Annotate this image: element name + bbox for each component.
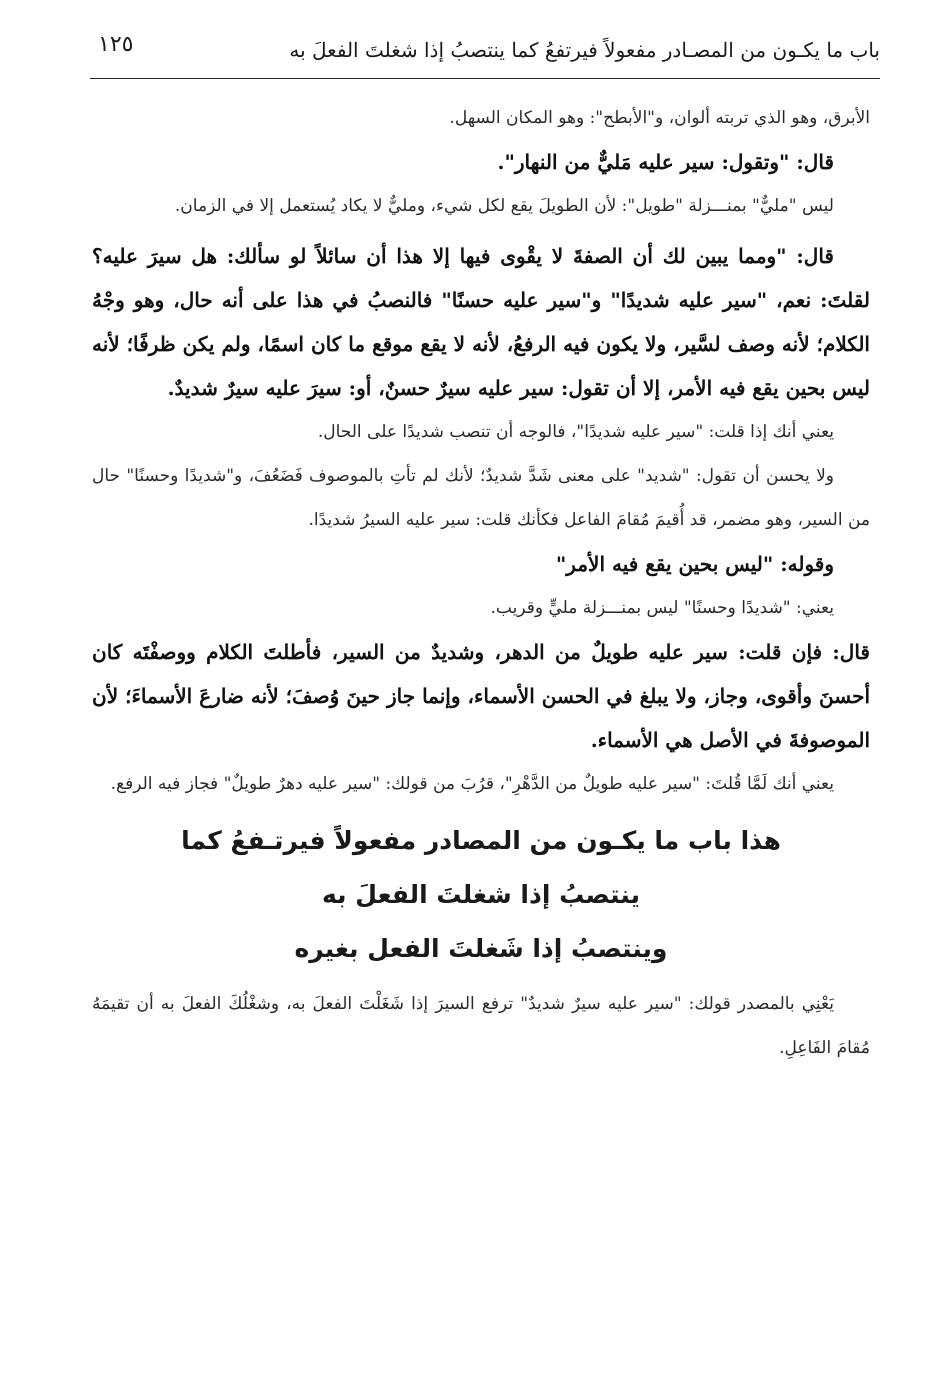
page-body [92, 96, 870, 1070]
chapter-heading-line: ينتصبُ إذا شغلتَ الفعلَ به [322, 880, 640, 909]
paragraph: وقوله: "ليس بحين يقع فيه الأمر" [555, 552, 834, 576]
paragraph: يعني أنك لَمَّا قُلتَ: "سير عليه طويلٌ من الدَّهْرِ"، قرُبَ من قولك: "سير عليه دهرٌ طويلٌ" فجاز فيه الرفع. [110, 774, 834, 794]
running-header [90, 30, 880, 79]
paragraph: يعني: "شديدًا وحسنًا" ليس بمنـــزلة مليٍّ وقريب. [490, 598, 834, 618]
header-title: باب ما يكـون من المصـادر مفعولاً فيرتفعُ كما ينتصبُ إذا شغلتَ الفعلَ به [289, 38, 880, 62]
paragraph: ليس "مليٌّ" بمنـــزلة "طويل": لأن الطويلَ يقع لكل شيء، ومليٌّ لا يكاد يُستعمل إلا في الزمان. [174, 196, 834, 216]
paragraph: يعني أنك إذا قلت: "سير عليه شديدًا"، فالوجه أن تنصب شديدًا على الحال. [317, 422, 834, 442]
paragraph: يَعْنِي بالمصدر قولك: "سير عليه سيرٌ شديدٌ" ترفع السيرَ إذا شَغَلْتَ الفعلَ به، وشغْلُكَ الفعلَ به أن تقيمَهُ مُقامَ الفَاعِلِ. [92, 994, 870, 1058]
paragraph: قال: فإن قلت: سير عليه طويلٌ من الدهر، وشديدٌ من السير، فأطلتَ الكلام ووصفْتَه كان أحسنَ وأقوى، وجاز، ولا يبلغ في الحسن الأسماء، وإنما جاز حينَ وُصفَ؛ لأنه ضارعَ الأسماءَ؛ لأن الموصوفةَ في الأصل هي الأسماء. [92, 640, 870, 752]
page-number: ١٢٥ [98, 32, 134, 57]
chapter-heading-line: هذا باب ما يكـون من المصادر مفعولاً فيرتـفعُ كما [181, 826, 781, 855]
paragraph: قال: "ومما يبين لك أن الصفةَ لا يقْوى فيها إلا هذا أن سائلاً لو سألك: هل سيرَ عليه؟ لقلتَ: نعم، "سير عليه شديدًا" و"سير عليه حسنًا" فالنصبُ في هذا على أنه حال، وهو وجْهُ الكلام؛ لأنه وصف لسَّير، ولا يكون فيه الرفعُ، لأنه لا يقع موقع ما كان اسمًا، ولم يكن ظرفًا؛ لأنه ليس بحين يقع فيه الأمر، إلا أن تقول: سير عليه سيرٌ حسنٌ، أو: سيرَ عليه سيرٌ شديدٌ. [92, 244, 870, 400]
paragraph: الأبرق، وهو الذي تربته ألوان، و"الأبطح": وهو المكان السهل. [449, 108, 870, 128]
chapter-heading [92, 814, 870, 976]
chapter-heading-line: وينتصبُ إذا شَغلتَ الفعل بغيره [294, 934, 668, 963]
paragraph: ولا يحسن أن تقول: "شديد" على معنى شَدَّ شديدٌ؛ لأنك لم تأتِ بالموصوف فَضَعُفَ، و"شديدًا وحسنًا" حال من السير، وهو مضمر، قد أُقيمَ مُقامَ الفاعل فكأنك قلت: سير عليه السيرُ شديدًا. [92, 466, 870, 530]
paragraph: قال: "وتقول: سير عليه مَليٌّ من النهار". [497, 150, 834, 174]
